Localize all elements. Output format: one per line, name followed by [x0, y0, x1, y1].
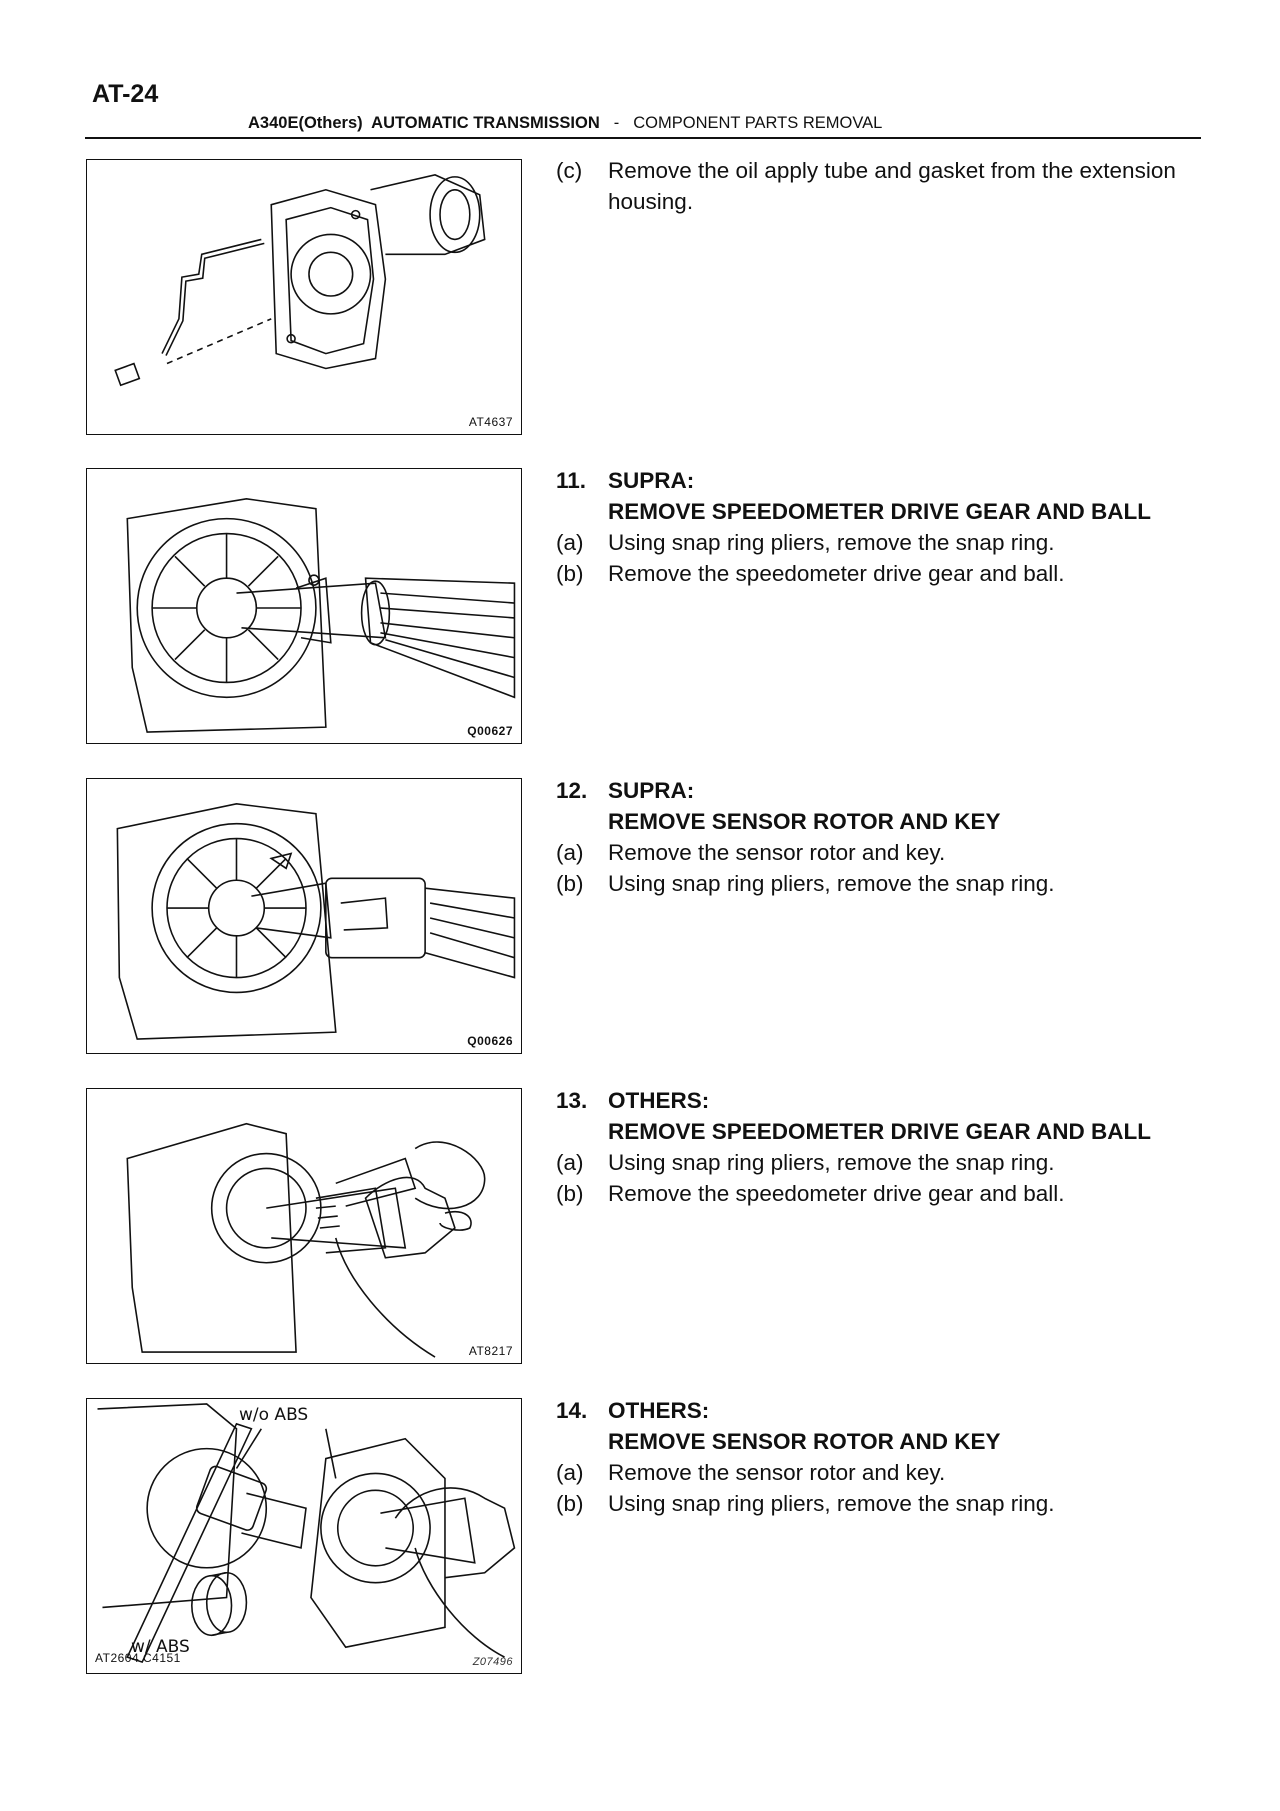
page-number: AT-24 — [92, 80, 159, 108]
speedometer-gear-others-illustration — [87, 1089, 521, 1363]
step-text: Remove the speedometer drive gear and ball. — [608, 561, 1065, 586]
step-line — [556, 527, 1206, 558]
step-text: Remove the sensor rotor and key. — [608, 1460, 946, 1485]
step-text: Remove the speedometer drive gear and ball. — [608, 1181, 1065, 1206]
step-marker: (b) — [556, 871, 584, 896]
header-title: A340E(Others) AUTOMATIC TRANSMISSION — [248, 114, 600, 132]
header-rule — [85, 137, 1201, 139]
step-marker: (a) — [556, 1150, 584, 1175]
step-text: Using snap ring pliers, remove the snap ring. — [608, 1150, 1055, 1175]
step-heading — [556, 775, 1206, 806]
step-heading — [556, 1395, 1206, 1426]
step-line — [556, 558, 1206, 589]
step-line — [556, 155, 1206, 186]
running-header — [248, 114, 882, 133]
step-number: 13. — [556, 1088, 588, 1113]
step-line — [556, 837, 1206, 868]
figure-speedometer-gear-supra — [86, 468, 522, 744]
step-line — [556, 186, 1206, 217]
figure-extension-housing — [86, 159, 522, 435]
step-line — [556, 1457, 1206, 1488]
step-marker: (b) — [556, 1491, 584, 1516]
step-number: 12. — [556, 778, 588, 803]
step-subheading-text: REMOVE SENSOR ROTOR AND KEY — [608, 1429, 1001, 1454]
step-text: Using snap ring pliers, remove the snap ring. — [608, 871, 1055, 896]
step-marker: (a) — [556, 840, 584, 865]
step-heading-text: SUPRA: — [608, 468, 695, 493]
speedometer-gear-supra-illustration — [87, 469, 521, 743]
step-text: Using snap ring pliers, remove the snap ring. — [608, 1491, 1055, 1516]
step-subheading — [556, 1426, 1206, 1457]
step-number: 14. — [556, 1398, 588, 1423]
figure-code: Q00626 — [467, 1034, 513, 1048]
step-heading — [556, 465, 1206, 496]
step-c-oil-apply-tube — [556, 155, 1206, 217]
figure-code: AT4637 — [468, 415, 513, 429]
step-number: 11. — [556, 468, 587, 493]
step-heading-text: OTHERS: — [608, 1088, 710, 1113]
label-without-abs: w/o ABS — [239, 1405, 309, 1425]
step-marker: (a) — [556, 530, 584, 555]
step-marker: (a) — [556, 1460, 584, 1485]
step-line — [556, 1147, 1206, 1178]
step-subheading-text: REMOVE SENSOR ROTOR AND KEY — [608, 809, 1001, 834]
figure-code: Q00627 — [467, 724, 513, 738]
step-line — [556, 1178, 1206, 1209]
header-section: COMPONENT PARTS REMOVAL — [633, 114, 883, 132]
label-with-abs: w/ ABS — [131, 1637, 190, 1657]
step-text: Remove the sensor rotor and key. — [608, 840, 946, 865]
figure-speedometer-gear-others — [86, 1088, 522, 1364]
figure-sensor-rotor-others — [86, 1398, 522, 1674]
step-subheading-text: REMOVE SPEEDOMETER DRIVE GEAR AND BALL — [608, 499, 1151, 524]
figure-code-left: AT2604 C4151 — [95, 1651, 181, 1665]
step-marker: (b) — [556, 561, 584, 586]
figure-code: AT8217 — [468, 1344, 513, 1358]
step-subheading — [556, 1116, 1206, 1147]
step-heading-text: OTHERS: — [608, 1398, 710, 1423]
step-line — [556, 1488, 1206, 1519]
step-heading — [556, 1085, 1206, 1116]
step-subheading-text: REMOVE SPEEDOMETER DRIVE GEAR AND BALL — [608, 1119, 1151, 1144]
step-12 — [556, 775, 1206, 899]
step-line — [556, 868, 1206, 899]
step-text: housing. — [608, 189, 694, 214]
figure-sensor-rotor-supra — [86, 778, 522, 1054]
step-marker: (b) — [556, 1181, 584, 1206]
sensor-rotor-others-illustration — [87, 1399, 521, 1673]
step-14 — [556, 1395, 1206, 1519]
step-subheading — [556, 496, 1206, 527]
step-heading-text: SUPRA: — [608, 778, 695, 803]
extension-housing-illustration — [87, 160, 521, 434]
step-text: Remove the oil apply tube and gasket from the extension — [608, 158, 1176, 183]
sensor-rotor-supra-illustration — [87, 779, 521, 1053]
step-marker: (c) — [556, 158, 583, 183]
step-13 — [556, 1085, 1206, 1209]
header-separator: - — [613, 114, 620, 132]
step-text: Using snap ring pliers, remove the snap ring. — [608, 530, 1055, 555]
step-11 — [556, 465, 1206, 589]
figure-code: Z07496 — [472, 1656, 513, 1668]
step-subheading — [556, 806, 1206, 837]
